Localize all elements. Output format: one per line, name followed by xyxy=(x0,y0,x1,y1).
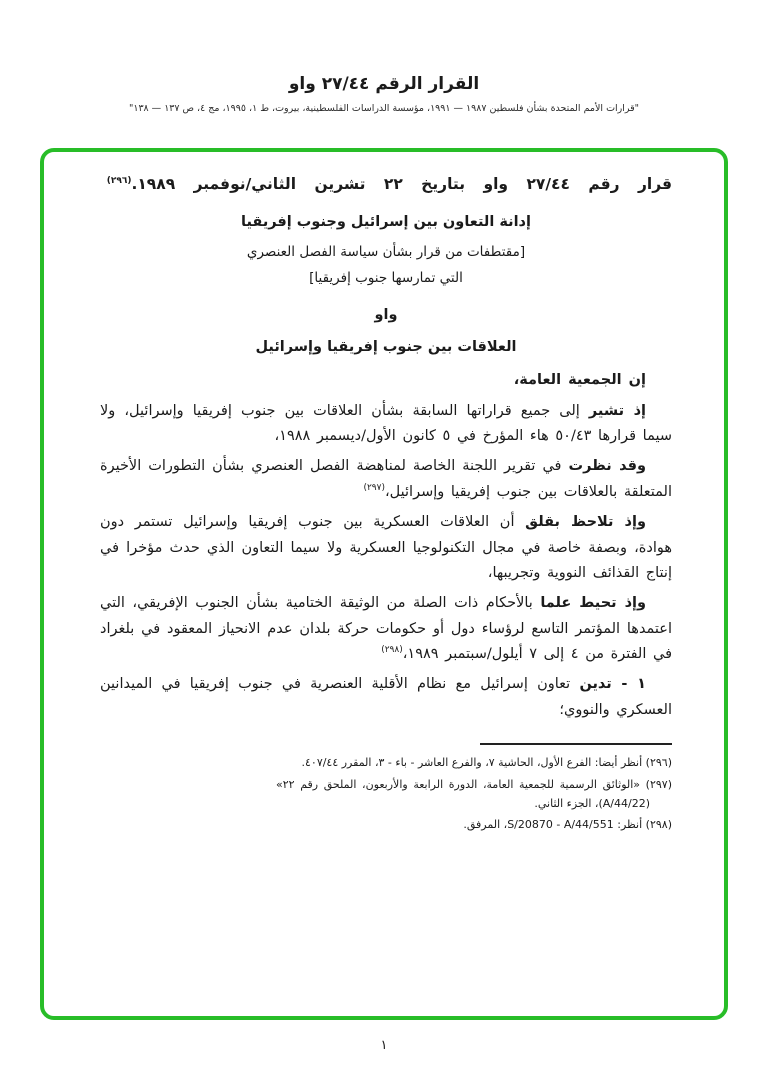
highlight-box xyxy=(40,148,728,1020)
bracket-note-line-1: [مقتطفات من قرار بشأن سياسة الفصل العنصري xyxy=(246,243,526,260)
footnote-298: (٢٩٨) أنظر: S/20870 - A/44/551، المرفق. xyxy=(463,818,672,832)
page-title: القرار الرقم ٢٧/٤٤ واو xyxy=(288,74,480,94)
paragraph-text: في تقرير اللجنة الخاصة لمناهضة الفصل العنصري بشأن التطورات الأخيرة المتعلقة بالعلاقات بين جنوب إفريقيا وإسرائيل، xyxy=(100,458,672,500)
section-heading: العلاقات بين جنوب إفريقيا وإسرائيل xyxy=(255,339,517,356)
resolution-title-text: قرار رقم ٢٧/٤٤ واو بتاريخ ٢٢ تشرين الثاني/نوفمبر ١٩٨٩. xyxy=(131,175,672,193)
resolution-subject: إدانة التعاون بين إسرائيل وجنوب إفريقيا xyxy=(241,214,531,231)
paragraph-lead: إذ تشير xyxy=(588,402,646,419)
operative-paragraph-1 xyxy=(100,672,672,723)
preamble-paragraph-4 xyxy=(100,591,672,667)
paragraph-text: بالأحكام ذات الصلة من الوثيقة الختامية بشأن الجنوب الإفريقي، التي اعتمدها المؤتمر التاسع لرؤساء دول أو حكومات حركة بلدان عدم الانحياز المعقود في بلغراد في الفترة من ٤ إلى ٧ أيلول/سبتمبر ١٩٨٩، xyxy=(100,595,672,663)
preamble-paragraph-3 xyxy=(100,510,672,586)
footnote-marker-297: (٢٩٧) xyxy=(363,482,385,493)
footnote-297: (٢٩٧) «الوثائق الرسمية للجمعية العامة، الدورة الرابعة والأربعون، الملحق رقم ٢٢» (A/44/22)، الجزء الثاني. xyxy=(276,777,672,810)
bracket-note-line-2: التي تمارسها جنوب إفريقيا] xyxy=(309,269,463,286)
source-citation: "قرارات الأمم المتحدة بشأن فلسطين ١٩٨٧ — ١٩٩١، مؤسسة الدراسات الفلسطينية، بيروت، ط ١، ١٩٩٥، مج ٤، ص ١٣٧ — ١٣٨" xyxy=(128,103,640,114)
footnote-separator xyxy=(480,743,672,745)
resolution-title xyxy=(100,170,672,199)
paragraph-lead: وإذ تلاحظ بقلق xyxy=(525,514,646,531)
footnote-marker-296: (٢٩٦) xyxy=(106,175,132,186)
paragraph-text: إلى جميع قراراتها السابقة بشأن العلاقات بين جنوب إفريقيا وإسرائيل، ولا سيما قرارها ٥٠/٤٣ هاء المؤرخ في ٥ كانون الأول/ديسمبر ١٩٨٨، xyxy=(100,402,672,445)
paragraph-lead: وقد نظرت xyxy=(568,458,646,475)
footnote-296: (٢٩٦) أنظر أيضا: الفرع الأول، الحاشية ٧، والفرع العاشر - باء - ٣، المقرر ٤٠٧/٤٤. xyxy=(301,756,672,770)
page-header xyxy=(0,74,768,114)
footnote-marker-298: (٢٩٨) xyxy=(381,645,403,656)
paragraph-text: أن العلاقات العسكرية بين جنوب إفريقيا وإسرائيل تستمر دون هوادة، وبصفة خاصة في مجال التكنولوجيا العسكرية ولا سيما التعاون الذي حدث مؤخرا في إنتاج القذائف النووية وتجريبها، xyxy=(100,514,672,581)
resolution-content xyxy=(44,152,724,835)
preamble-opening: إن الجمعية العامة، xyxy=(513,372,646,389)
paragraph-lead: ١ - تدين xyxy=(579,676,646,693)
footnotes-block xyxy=(276,754,672,835)
section-letter: واو xyxy=(374,307,398,324)
paragraph-lead: وإذ تحيط علما xyxy=(540,595,646,612)
preamble-paragraph-1 xyxy=(100,399,672,450)
paragraph-text: تعاون إسرائيل مع نظام الأقلية العنصرية في جنوب إفريقيا في الميدانين العسكري والنووي؛ xyxy=(100,676,672,718)
page-number: ١ xyxy=(380,1038,388,1053)
preamble-paragraph-2 xyxy=(100,454,672,505)
